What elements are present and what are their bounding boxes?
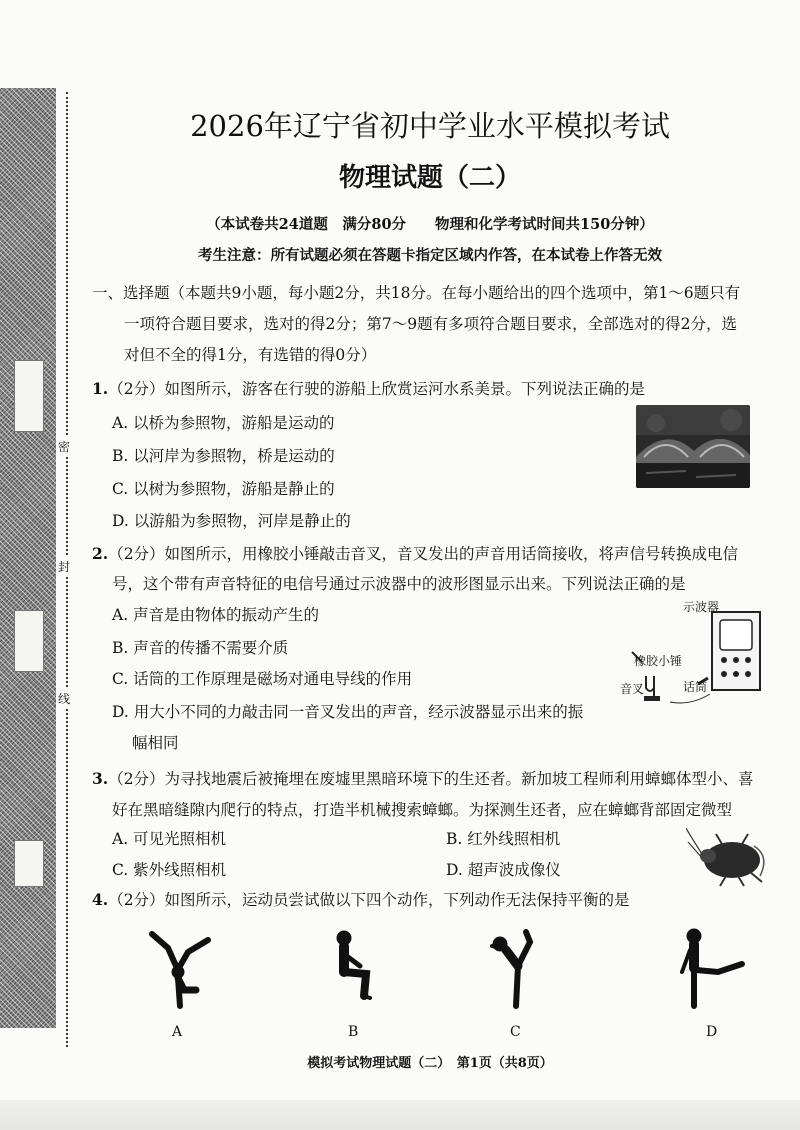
q3-option-c: C. 紫外线照相机: [112, 861, 227, 879]
q2-option-c: C. 话筒的工作原理是磁场对通电导线的作用: [112, 670, 413, 688]
q4-label-d: D: [706, 1024, 718, 1040]
q4-label-b: B: [348, 1024, 359, 1040]
q1-canal-photo: [636, 405, 750, 488]
section1-line3: 对但不全的得1分，有选错的得0分）: [124, 346, 377, 364]
q4-stem: [92, 884, 630, 916]
q2-line1: （2分）如图所示，用橡胶小锤敲击音叉，音叉发出的声音用话筒接收，将声信号转换成电信: [108, 545, 739, 563]
q1-option-d: D. 以游船为参照物，河岸是静止的: [112, 512, 351, 530]
student-id-box: [14, 360, 44, 432]
q4-figure-b: [322, 926, 382, 1011]
q3-option-d: D. 超声波成像仪: [446, 861, 561, 879]
q1-number: 1.: [92, 379, 109, 398]
q1-option-a: A. 以桥为参照物，游船是运动的: [112, 414, 335, 432]
label-mic: 话筒: [683, 680, 708, 694]
q3-cockroach-image: [686, 826, 772, 888]
exam-title: 2026年辽宁省初中学业水平模拟考试: [190, 109, 670, 143]
q1-text: （2分）如图所示，游客在行驶的游船上欣赏运河水系美景。下列说法正确的是: [108, 380, 646, 398]
q2-number: 2.: [92, 544, 109, 563]
label-fork: 音叉: [620, 682, 645, 696]
q1-option-c: C. 以树为参照物，游船是静止的: [112, 480, 335, 498]
q4-number: 4.: [92, 890, 109, 909]
section1-heading: 一、选择题（本题共9小题，每小题2分，共18分。在每小题给出的四个选项中，第1～6题只有: [92, 284, 741, 302]
q3-line2: 好在黑暗缝隙内爬行的特点，打造半机械搜索蟑螂。为探测生还者，应在蟑螂背部固定微型: [112, 801, 733, 819]
q4-label-c: C: [510, 1024, 521, 1040]
page-footer: 模拟考试物理试题（二） 第1页（共8页）: [307, 1056, 553, 1071]
q2-stem: [92, 538, 738, 570]
q4-figure-a: [138, 926, 218, 1011]
q2-option-d: D. 用大小不同的力敲击同一音叉发出的声音，经示波器显示出来的振: [112, 703, 584, 721]
exam-notice: 考生注意：所有试题必须在答题卡指定区域内作答，在本试卷上作答无效: [198, 247, 662, 264]
seal-char-mi: 密: [58, 436, 70, 457]
q1-stem: [92, 373, 645, 405]
q3-stem: [92, 763, 754, 795]
q4-text: （2分）如图所示，运动员尝试做以下四个动作，下列动作无法保持平衡的是: [108, 891, 630, 909]
label-oscilloscope: 示波器: [683, 600, 720, 614]
paper-subtitle: 物理试题（二）: [338, 163, 521, 193]
exam-info: （本试卷共24道题 满分80分 物理和化学考试时间共150分钟）: [206, 216, 654, 233]
school-box: [14, 840, 44, 887]
q4-label-a: A: [172, 1024, 183, 1040]
q4-figure-d: [674, 926, 750, 1011]
label-hammer: 橡胶小锤: [634, 654, 683, 668]
q2-line2: 号，这个带有声音特征的电信号通过示波器中的波形图显示出来。下列说法正确的是: [112, 575, 686, 593]
section1-line2: 一项符合题目要求，选对的得2分；第7～9题有多项符合题目要求，全部选对的得2分，选: [124, 315, 737, 333]
q1-option-b: B. 以河岸为参照物，桥是运动的: [112, 447, 335, 465]
q2-option-d-cont: 幅相同: [132, 734, 179, 752]
q3-option-b: B. 红外线照相机: [446, 830, 561, 848]
q2-option-a: A. 声音是由物体的振动产生的: [112, 606, 320, 624]
name-box: [14, 610, 44, 672]
q2-option-b: B. 声音的传播不需要介质: [112, 639, 289, 657]
q3-number: 3.: [92, 769, 109, 788]
q3-line1: （2分）为寻找地震后被掩埋在废墟里黑暗环境下的生还者。新加坡工程师利用蟑螂体型小、喜: [108, 770, 754, 788]
q4-figure-c: [486, 926, 550, 1011]
seal-char-feng: 封: [58, 556, 70, 577]
seal-char-xian: 线: [58, 688, 70, 709]
scan-bottom-edge: [0, 1100, 800, 1130]
q3-option-a: A. 可见光照相机: [112, 830, 227, 848]
